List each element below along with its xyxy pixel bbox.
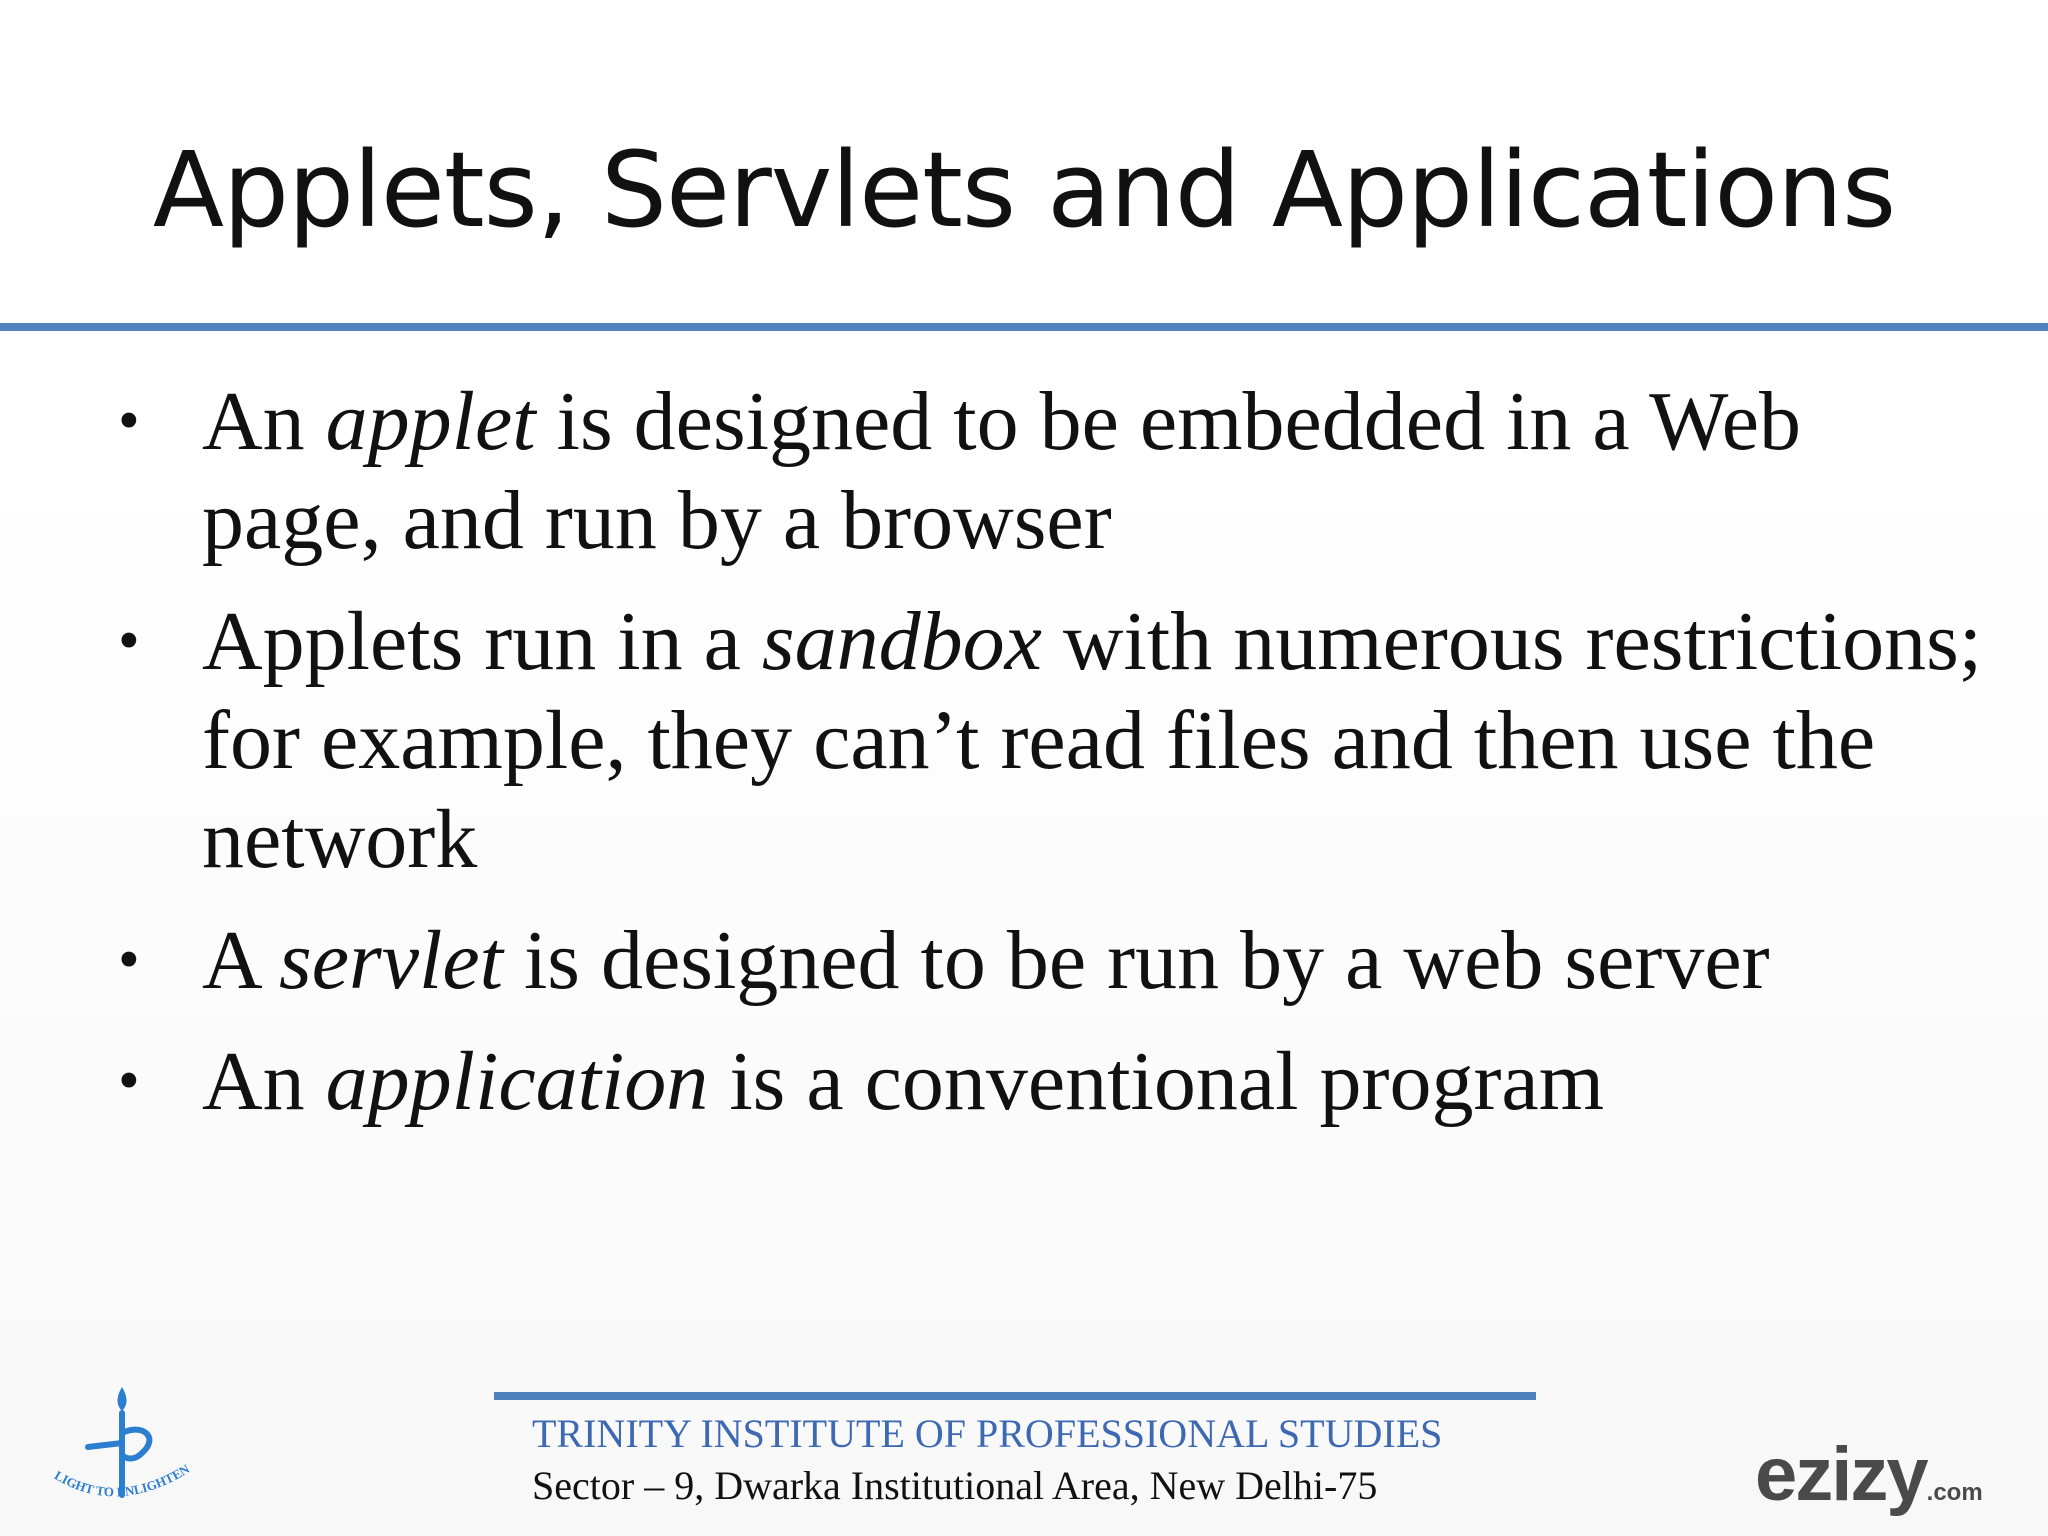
bullet-item — [118, 372, 1998, 570]
bullet-text: is designed to be embedded in a Web page, and run by a browser — [202, 375, 1802, 567]
footer-divider — [494, 1392, 1536, 1400]
bullet-list — [118, 372, 1998, 1153]
bullet-term: servlet — [279, 914, 503, 1007]
institute-name: TRINITY INSTITUTE OF PROFESSIONAL STUDIES — [532, 1411, 1443, 1456]
bullet-item — [118, 911, 1998, 1010]
bullet-dot: • — [118, 607, 140, 675]
bullet-text: with numerous restrictions; for example, they can’t read files and then use the network — [202, 595, 1983, 886]
bullet-term: application — [325, 1035, 709, 1128]
bullet-text: Applets run in a — [202, 595, 762, 688]
bullet-term: sandbox — [761, 595, 1042, 688]
ezizy-logo — [1755, 1430, 2025, 1520]
slide-title: Applets, Servlets and Applications — [152, 129, 1896, 251]
bullet-dot: • — [118, 926, 140, 994]
ezizy-logo-text: ezizy.com — [1755, 1432, 1983, 1517]
bullet-item — [118, 1032, 1998, 1131]
bullet-text: A — [202, 914, 280, 1007]
light-to-enlighten-logo — [30, 1375, 220, 1525]
title-divider — [0, 323, 2048, 331]
bullet-dot: • — [118, 1047, 140, 1115]
bullet-term: applet — [325, 375, 536, 468]
logo-motto: LIGHT TO ENLIGHTEN — [51, 1461, 193, 1500]
institute-address: Sector – 9, Dwarka Institutional Area, New Delhi-75 — [532, 1463, 1378, 1508]
bullet-text: An — [202, 1035, 326, 1128]
bullet-text: is a conventional program — [708, 1035, 1605, 1128]
bullet-dot: • — [118, 387, 140, 455]
bullet-item — [118, 592, 1998, 889]
bullet-text: An — [202, 375, 326, 468]
bullet-text: is designed to be run by a web server — [502, 914, 1770, 1007]
